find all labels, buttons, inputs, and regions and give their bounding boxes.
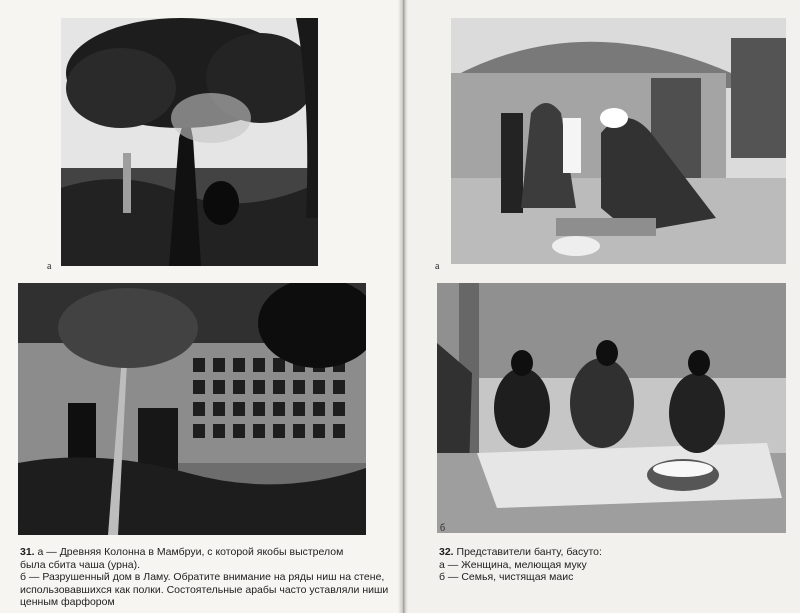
plate-label-32a: а — [435, 261, 440, 272]
photo-column-mambrui — [61, 18, 318, 266]
caption-line: б — Разрушенный дом в Ламу. Обратите внимание на ряды ниш на стене, — [20, 571, 385, 584]
caption-plate-31 — [20, 546, 398, 609]
caption-line: а — Древняя Колонна в Мамбруи, с которой якобы выстрелом — [34, 546, 344, 558]
caption-plate-32 — [439, 546, 789, 584]
caption-number: 31. — [20, 546, 35, 558]
photo-woman-grinding-flour — [451, 18, 786, 264]
caption-line: Представители банту, басуто: — [453, 546, 602, 558]
photo-ruined-house-lamu — [18, 283, 366, 535]
photo-family-husking-maize — [437, 283, 786, 533]
caption-line: использовавшихся как полки. Состоятельные арабы часто уставляли ниши — [20, 583, 389, 596]
caption-number: 32. — [439, 546, 454, 558]
plate-label-31a: а — [47, 261, 52, 272]
plate-label-31b: б — [20, 523, 26, 534]
caption-line: была сбита чаша (урна). — [20, 558, 141, 571]
plate-label-32b: б — [440, 523, 446, 534]
caption-line: а — Женщина, мелющая муку — [439, 558, 587, 571]
caption-line: б — Семья, чистящая маис — [439, 571, 574, 584]
book-gutter — [398, 0, 408, 613]
caption-line: ценным фарфором — [20, 596, 115, 609]
